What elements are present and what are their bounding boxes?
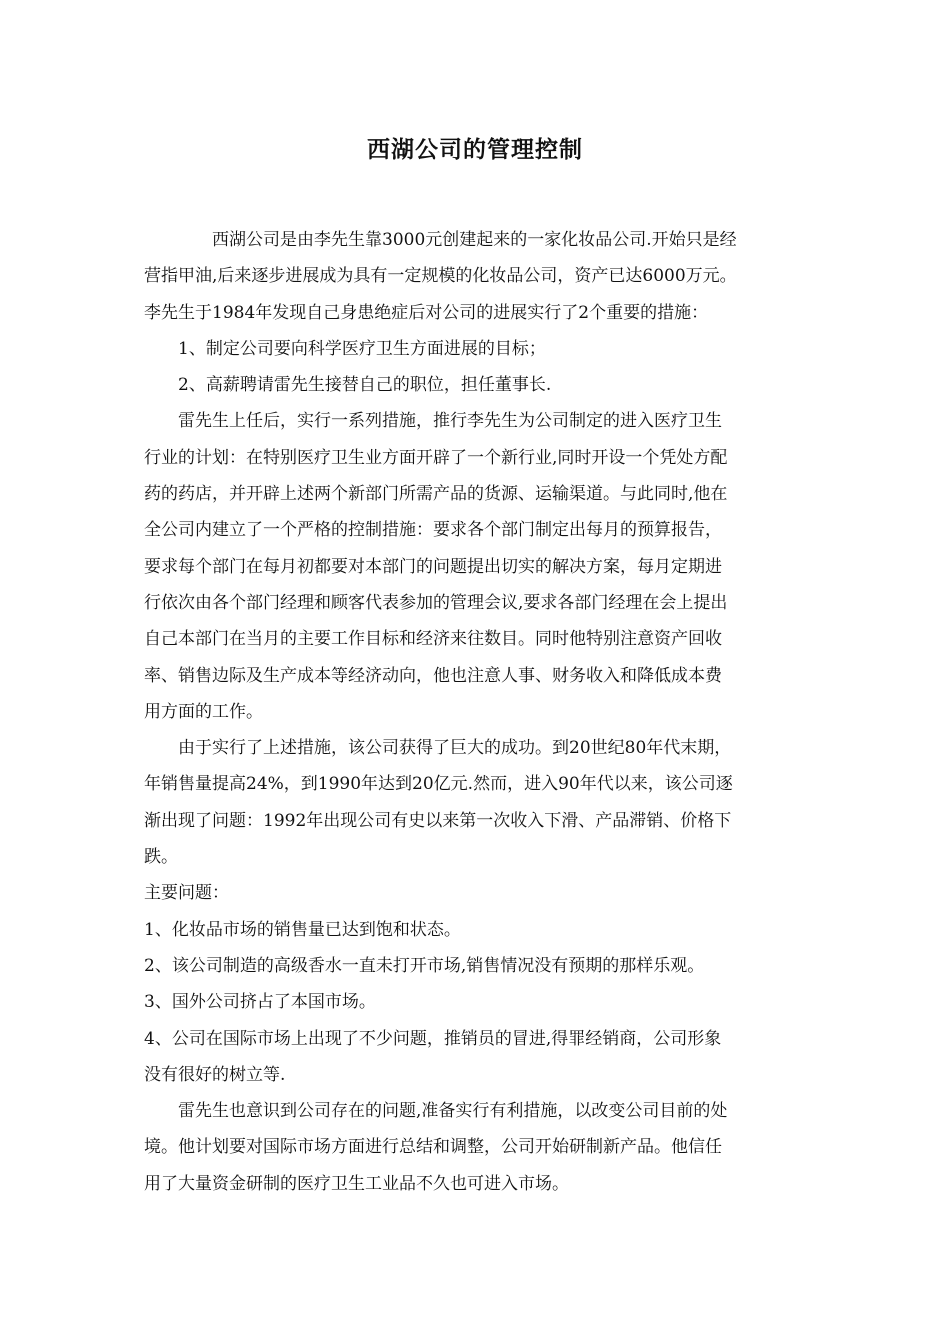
section-heading: 主要问题： bbox=[144, 883, 229, 904]
body-line: 西湖公司是由李先生靠3000元创建起来的一家化妆品公司.开始只是经 bbox=[212, 230, 737, 250]
body-line: 由于实行了上述措施，该公司获得了巨大的成功。到20世纪80年代末期， bbox=[178, 738, 732, 759]
body-line: 用方面的工作。 bbox=[144, 701, 263, 722]
body-line: 率、销售边际及生产成本等经济动向，他也注意人事、财务收入和降低成本费 bbox=[144, 665, 722, 686]
list-item: 2、该公司制造的高级香水一直未打开市场,销售情况没有预期的那样乐观。 bbox=[144, 955, 705, 976]
body-line: 没有很好的树立等. bbox=[144, 1064, 286, 1085]
body-line: 自己本部门在当月的主要工作目标和经济来往数目。同时他特别注意资产回收 bbox=[144, 629, 722, 650]
body-line: 雷先生上任后，实行一系列措施，推行李先生为公司制定的进入医疗卫生 bbox=[178, 411, 722, 432]
body-line: 年销售量提高24%，到1990年达到20亿元.然而，进入90年代以来，该公司逐 bbox=[144, 774, 733, 795]
list-item: 1、化妆品市场的销售量已达到饱和状态。 bbox=[144, 919, 461, 940]
body-line: 行业的计划：在特别医疗卫生业方面开辟了一个新行业,同时开设一个凭处方配 bbox=[144, 447, 728, 468]
body-line: 营指甲油,后来逐步进展成为具有一定规模的化妆品公司，资产已达6000万元。 bbox=[144, 266, 737, 287]
document-body bbox=[144, 222, 812, 1202]
list-item: 1、制定公司要向科学医疗卫生方面进展的目标； bbox=[178, 338, 546, 359]
body-line: 行依次由各个部门经理和顾客代表参加的管理会议,要求各部门经理在会上提出 bbox=[144, 592, 728, 613]
list-item: 2、高薪聘请雷先生接替自己的职位，担任董事长. bbox=[178, 375, 552, 396]
list-item: 3、国外公司挤占了本国市场。 bbox=[144, 992, 376, 1013]
body-line: 全公司内建立了一个严格的控制措施：要求各个部门制定出每月的预算报告， bbox=[144, 520, 722, 541]
body-line: 境。他计划要对国际市场方面进行总结和调整，公司开始研制新产品。他信任 bbox=[144, 1137, 722, 1158]
body-line: 药的药店，并开辟上述两个新部门所需产品的货源、运输渠道。与此同时,他在 bbox=[144, 484, 728, 505]
body-line: 李先生于1984年发现自己身患绝症后对公司的进展实行了2个重要的措施： bbox=[144, 302, 709, 323]
body-line: 雷先生也意识到公司存在的问题,准备实行有利措施，以改变公司目前的处 bbox=[178, 1101, 728, 1122]
body-line: 渐出现了问题：1992年出现公司有史以来第一次收入下滑、产品滞销、价格下 bbox=[144, 810, 732, 831]
body-line: 要求每个部门在每月初都要对本部门的问题提出切实的解决方案，每月定期进 bbox=[144, 556, 722, 577]
body-line: 用了大量资金研制的医疗卫生工业品不久也可进入市场。 bbox=[144, 1173, 569, 1194]
list-item: 4、公司在国际市场上出现了不少问题，推销员的冒进,得罪经销商，公司形象 bbox=[144, 1028, 722, 1049]
body-line: 跌。 bbox=[144, 847, 178, 868]
document-title: 西湖公司的管理控制 bbox=[367, 137, 583, 163]
